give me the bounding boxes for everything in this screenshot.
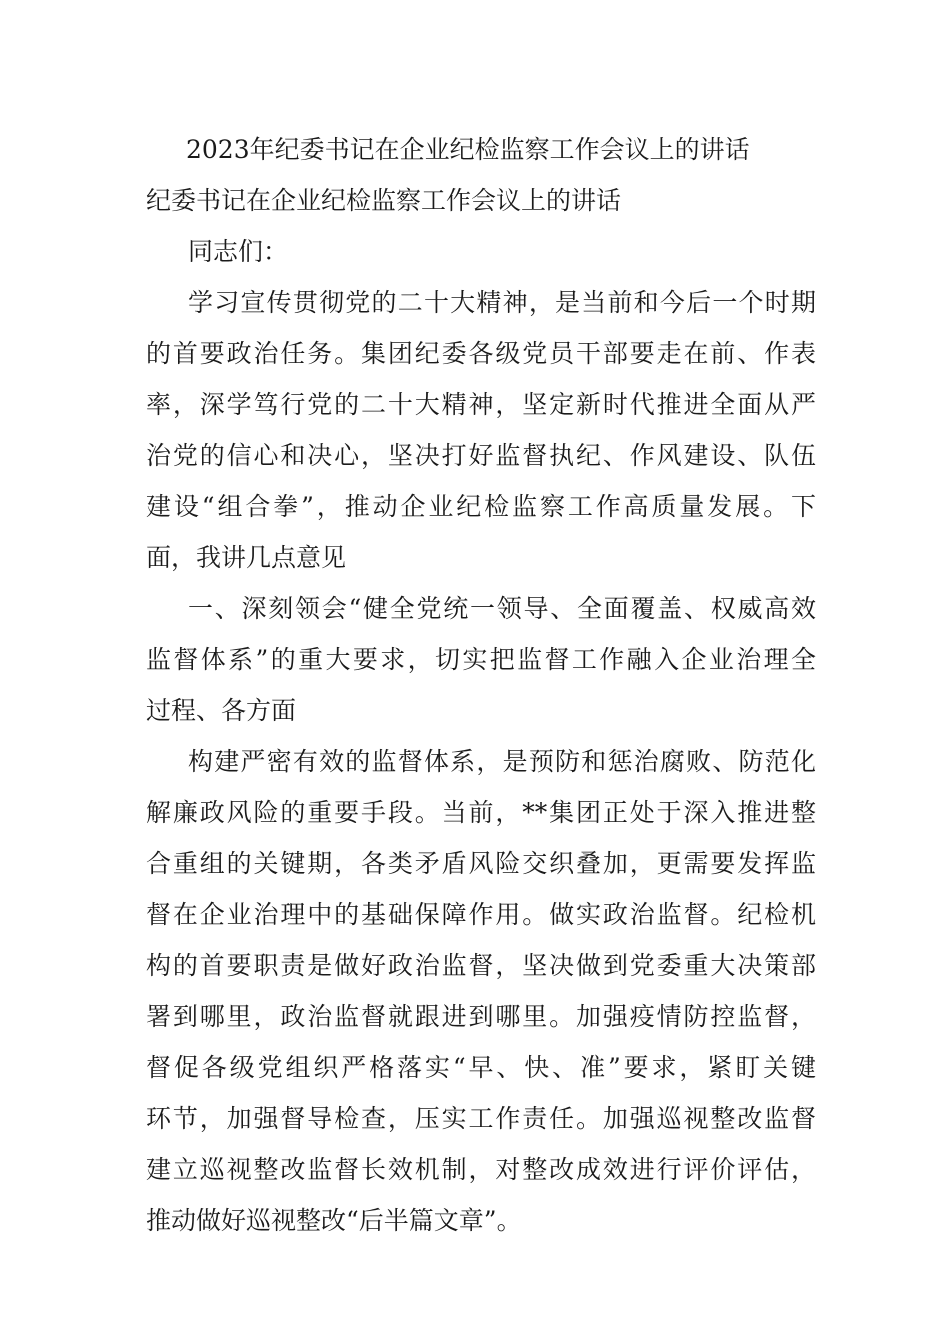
greeting: 同志们： bbox=[188, 237, 289, 266]
document-title: 2023年纪委书记在企业纪检监察工作会议上的讲话 bbox=[186, 135, 750, 164]
paragraph-line: 构的首要职责是做好政治监督，坚决做到党委重大决策部 bbox=[146, 951, 816, 980]
paragraph-line: 构建严密有效的监督体系，是预防和惩治腐败、防范化 bbox=[188, 747, 816, 776]
paragraph-line: 督在企业治理中的基础保障作用。做实政治监督。纪检机 bbox=[146, 900, 816, 929]
heading-line: 一、深刻领会“健全党统一领导、全面覆盖、权威高效 bbox=[188, 594, 816, 623]
paragraph-line: 建立巡视整改监督长效机制，对整改成效进行评价评估， bbox=[146, 1155, 816, 1184]
paragraph-line: 率，深学笃行党的二十大精神，坚定新时代推进全面从严 bbox=[146, 390, 816, 419]
paragraph-line: 环节，加强督导检查，压实工作责任。加强巡视整改监督 bbox=[146, 1104, 816, 1133]
paragraph-line: 合重组的关键期，各类矛盾风险交织叠加，更需要发挥监 bbox=[146, 849, 816, 878]
paragraph-line: 解廉政风险的重要手段。当前，**集团正处于深入推进整 bbox=[146, 798, 816, 827]
heading-line: 监督体系”的重大要求，切实把监督工作融入企业治理全 bbox=[146, 645, 816, 674]
paragraph-line: 学习宣传贯彻党的二十大精神，是当前和今后一个时期 bbox=[188, 288, 816, 317]
paragraph-line: 的首要政治任务。集团纪委各级党员干部要走在前、作表 bbox=[146, 339, 816, 368]
paragraph-line: 督促各级党组织严格落实“早、快、准”要求，紧盯关键 bbox=[146, 1053, 816, 1082]
paragraph-line: 推动做好巡视整改“后半篇文章”。 bbox=[146, 1206, 522, 1235]
paragraph-line: 面，我讲几点意见 bbox=[146, 543, 347, 572]
paragraph-line: 建设“组合拳”，推动企业纪检监察工作高质量发展。下 bbox=[146, 492, 816, 521]
paragraph-line: 治党的信心和决心，坚决打好监督执纪、作风建设、队伍 bbox=[146, 441, 816, 470]
paragraph-line: 署到哪里，政治监督就跟进到哪里。加强疫情防控监督， bbox=[146, 1002, 816, 1031]
heading-line: 过程、各方面 bbox=[146, 696, 297, 725]
document-subtitle: 纪委书记在企业纪检监察工作会议上的讲话 bbox=[146, 186, 622, 215]
